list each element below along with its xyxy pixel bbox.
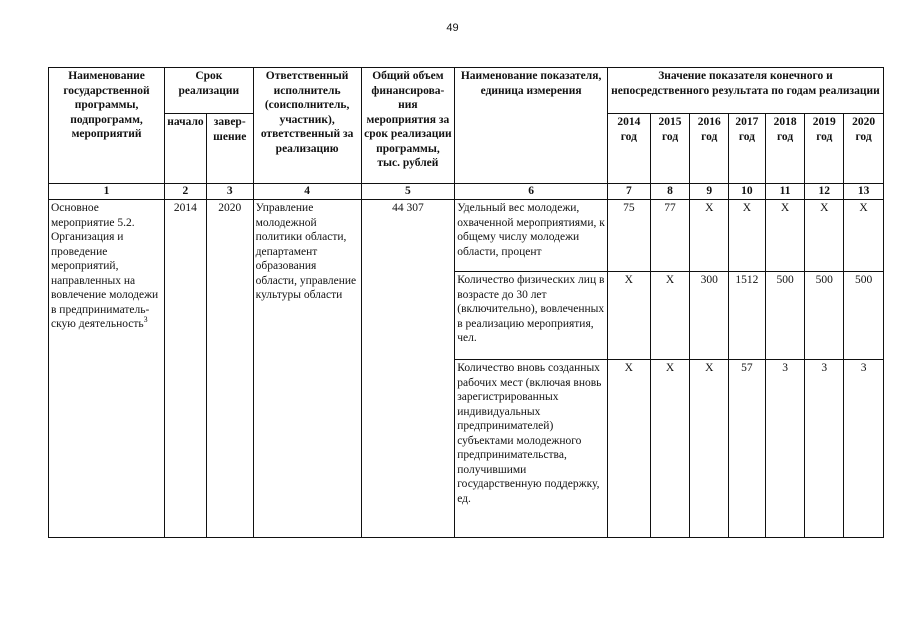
indicator-value: 1512 xyxy=(729,272,766,360)
table-row xyxy=(49,200,884,272)
indicator-value: 77 xyxy=(650,200,690,272)
indicator-value: 500 xyxy=(805,272,844,360)
activity-name: Основное мероприятие 5.2. Организация и проведение мероприятий, направленных на вовлечение молодежи в предприниматель-скую деятельность xyxy=(51,202,159,330)
indicator-value: X xyxy=(690,200,729,272)
period-start: 2014 xyxy=(165,200,207,538)
indicator-value: 300 xyxy=(690,272,729,360)
column-number: 5 xyxy=(361,184,455,200)
column-number: 1 xyxy=(49,184,165,200)
indicator-name: Количество физических лиц в возрасте до 30 лет (включительно), вовлеченных в реализацию мероприятия, чел. xyxy=(455,272,608,360)
header-year: 2018 год xyxy=(765,114,805,184)
indicator-value: 3 xyxy=(805,360,844,538)
finance-total: 44 307 xyxy=(361,200,455,538)
column-number: 13 xyxy=(844,184,884,200)
header-year: 2020 год xyxy=(844,114,884,184)
indicator-name: Количество вновь созданных рабочих мест (включая вновь зарегистрированных индивидуальных предпринимателей) субъектами молодежного предпринимательства, получившими государственную поддержку, ед. xyxy=(455,360,608,538)
column-number: 6 xyxy=(455,184,608,200)
header-period: Срок реализации xyxy=(165,68,254,114)
indicator-value: X xyxy=(805,200,844,272)
indicator-value: X xyxy=(765,200,805,272)
header-year: 2015 год xyxy=(650,114,690,184)
column-number: 7 xyxy=(607,184,650,200)
indicator-value: X xyxy=(729,200,766,272)
header-period-start: начало xyxy=(165,114,207,184)
header-year: 2017 год xyxy=(729,114,766,184)
column-number: 4 xyxy=(253,184,361,200)
executor: Управление молодежной политики области, департамент образования области, управление культуры области xyxy=(253,200,361,538)
indicator-value: 3 xyxy=(844,360,884,538)
indicator-value: X xyxy=(650,360,690,538)
indicator-value: 75 xyxy=(607,200,650,272)
period-end: 2020 xyxy=(206,200,253,538)
activity-name-cell xyxy=(49,200,165,538)
column-number: 2 xyxy=(165,184,207,200)
indicator-name: Удельный вес молодежи, охваченной мероприятиями, к общему числу молодежи области, процент xyxy=(455,200,608,272)
program-table xyxy=(48,67,884,538)
indicator-value: X xyxy=(607,360,650,538)
column-number: 10 xyxy=(729,184,766,200)
header-values: Значение показателя конечного и непосредственного результата по годам реализации xyxy=(607,68,883,114)
header-period-end: завер-шение xyxy=(206,114,253,184)
column-number: 11 xyxy=(765,184,805,200)
header-finance: Общий объем финансирова-ния мероприятия за срок реализации программы, тыс. рублей xyxy=(361,68,455,184)
indicator-value: X xyxy=(844,200,884,272)
column-number: 9 xyxy=(690,184,729,200)
indicator-value: X xyxy=(650,272,690,360)
column-number: 3 xyxy=(206,184,253,200)
indicator-value: 3 xyxy=(765,360,805,538)
header-year: 2014 год xyxy=(607,114,650,184)
column-number: 8 xyxy=(650,184,690,200)
indicator-value: 500 xyxy=(765,272,805,360)
column-number: 12 xyxy=(805,184,844,200)
header-executor: Ответственный исполнитель (соисполнитель, участник), ответственный за реализацию xyxy=(253,68,361,184)
indicator-value: X xyxy=(607,272,650,360)
indicator-value: 500 xyxy=(844,272,884,360)
indicator-value: 57 xyxy=(729,360,766,538)
header-year: 2019 год xyxy=(805,114,844,184)
footnote-mark: 3 xyxy=(143,315,148,325)
header-name: Наименование государственной программы, подпрограмм, мероприятий xyxy=(49,68,165,184)
header-year: 2016 год xyxy=(690,114,729,184)
header-indicator: Наименование показателя, единица измерения xyxy=(455,68,608,184)
indicator-value: X xyxy=(690,360,729,538)
page-number: 49 xyxy=(446,22,459,34)
